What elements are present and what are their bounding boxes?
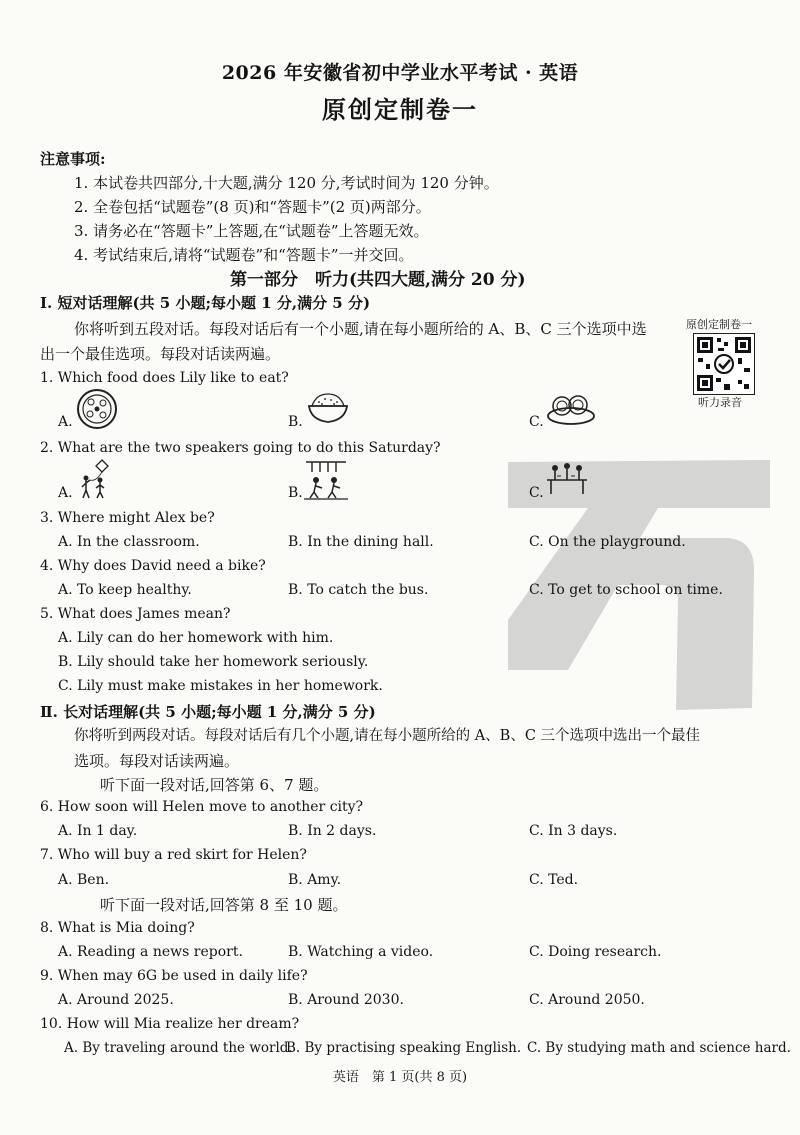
q5-option-b[interactable]: B. Lily should take her homework seriously. (58, 654, 369, 670)
q5-option-a[interactable]: A. Lily can do her homework with him. (58, 630, 334, 646)
people-planting-icon (304, 458, 348, 504)
section1-heading: Ⅰ. 短对话理解(共 5 小题;每小题 1 分,满分 5 分) (40, 294, 371, 312)
q6-option-b[interactable]: B. In 2 days. (288, 823, 377, 839)
q7-option-b[interactable]: B. Amy. (288, 872, 342, 888)
section1-instruction-2: 出一个最佳选项。每段对话读两遍。 (40, 345, 281, 363)
q4-option-c[interactable]: C. To get to school on time. (529, 582, 723, 598)
question-8: 8. What is Mia doing? (40, 920, 195, 936)
q9-option-c[interactable]: C. Around 2050. (529, 992, 645, 1008)
question-4: 4. Why does David need a bike? (40, 558, 266, 574)
note-item-1: 1. 本试卷共四部分,十大题,满分 120 分,考试时间为 120 分钟。 (74, 174, 499, 192)
conversation-2-note: 听下面一段对话,回答第 8 至 10 题。 (100, 896, 348, 914)
page-footer: 英语 第 1 页(共 8 页) (332, 1070, 468, 1085)
q2-option-b[interactable]: B. (288, 485, 303, 501)
q1-option-c[interactable]: C. (529, 414, 544, 430)
note-item-2: 2. 全卷包括“试题卷”(8 页)和“答题卡”(2 页)两部分。 (74, 198, 431, 216)
people-at-table-icon (545, 460, 589, 502)
question-3: 3. Where might Alex be? (40, 510, 215, 526)
q3-option-b[interactable]: B. In the dining hall. (288, 534, 434, 550)
question-7: 7. Who will buy a red skirt for Helen? (40, 847, 307, 863)
exam-title: 2026 年安徽省初中学业水平考试 · 英语 (221, 62, 579, 84)
qr-caption-top: 原创定制卷一 (686, 318, 752, 331)
q3-option-a[interactable]: A. In the classroom. (58, 534, 200, 550)
exam-subtitle: 原创定制卷一 (322, 95, 478, 124)
question-9: 9. When may 6G be used in daily life? (40, 968, 308, 984)
q6-option-c[interactable]: C. In 3 days. (529, 823, 618, 839)
question-5: 5. What does James mean? (40, 606, 231, 622)
q8-option-b[interactable]: B. Watching a video. (288, 944, 434, 960)
q10-option-b[interactable]: B. By practising speaking English. (286, 1040, 522, 1056)
note-item-4: 4. 考试结束后,请将“试题卷”和“答题卡”一并交回。 (74, 246, 414, 264)
q9-option-b[interactable]: B. Around 2030. (288, 992, 404, 1008)
question-1: 1. Which food does Lily like to eat? (40, 370, 289, 386)
q1-option-b[interactable]: B. (288, 414, 303, 430)
q6-option-a[interactable]: A. In 1 day. (58, 823, 138, 839)
flying-kite-icon (76, 458, 116, 504)
question-2: 2. What are the two speakers going to do this Saturday? (40, 440, 441, 456)
notes-heading: 注意事项: (40, 150, 106, 168)
q1-option-a[interactable]: A. (58, 414, 73, 430)
q8-option-c[interactable]: C. Doing research. (529, 944, 662, 960)
section1-instruction-1: 你将听到五段对话。每段对话后有一个小题,请在每小题所给的 A、B、C 三个选项中选 (74, 320, 647, 338)
q10-option-a[interactable]: A. By traveling around the world. (64, 1040, 293, 1056)
qr-code-icon[interactable] (693, 333, 755, 395)
question-6: 6. How soon will Helen move to another city? (40, 799, 364, 815)
q5-option-c[interactable]: C. Lily must make mistakes in her homework. (58, 678, 383, 694)
q10-option-c[interactable]: C. By studying math and science hard. (527, 1040, 791, 1056)
pizza-icon (76, 388, 118, 434)
qr-caption-bottom: 听力录音 (698, 396, 742, 409)
note-item-3: 3. 请务必在“答题卡”上答题,在“试题卷”上答题无效。 (74, 222, 429, 240)
section2-instruction-1: 你将听到两段对话。每段对话后有几个小题,请在每小题所给的 A、B、C 三个选项中选出一个最佳 (74, 728, 701, 744)
section2-instruction-2: 选项。每段对话读两遍。 (74, 752, 240, 770)
mooncake-plate-icon (546, 392, 596, 430)
q2-option-a[interactable]: A. (58, 485, 73, 501)
q2-option-c[interactable]: C. (529, 485, 544, 501)
q9-option-a[interactable]: A. Around 2025. (58, 992, 174, 1008)
q3-option-c[interactable]: C. On the playground. (529, 534, 686, 550)
part1-heading: 第一部分 听力(共四大题,满分 20 分) (230, 270, 526, 290)
q4-option-a[interactable]: A. To keep healthy. (58, 582, 192, 598)
q7-option-c[interactable]: C. Ted. (529, 872, 579, 888)
rice-bowl-icon (306, 390, 350, 430)
conversation-1-note: 听下面一段对话,回答第 6、7 题。 (100, 776, 329, 794)
section2-heading: Ⅱ. 长对话理解(共 5 小题;每小题 1 分,满分 5 分) (40, 703, 376, 721)
q7-option-a[interactable]: A. Ben. (58, 872, 110, 888)
q8-option-a[interactable]: A. Reading a news report. (58, 944, 243, 960)
q4-option-b[interactable]: B. To catch the bus. (288, 582, 429, 598)
question-10: 10. How will Mia realize her dream? (40, 1016, 300, 1032)
